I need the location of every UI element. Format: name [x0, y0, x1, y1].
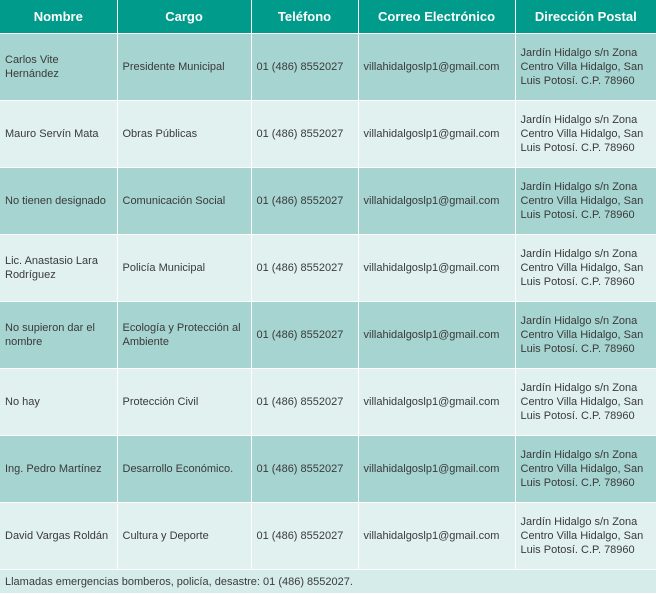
cell-direccion: Jardín Hidalgo s/n Zona Centro Villa Hidalgo, San Luis Potosí. C.P. 78960 — [515, 436, 656, 503]
header-correo: Correo Electrónico — [358, 0, 515, 34]
cell-direccion: Jardín Hidalgo s/n Zona Centro Villa Hidalgo, San Luis Potosí. C.P. 78960 — [515, 235, 656, 302]
cell-correo: villahidalgoslp1@gmail.com — [358, 235, 515, 302]
cell-nombre: Lic. Anastasio Lara Rodríguez — [0, 235, 117, 302]
cell-cargo: Cultura y Deporte — [117, 503, 251, 570]
cell-direccion: Jardín Hidalgo s/n Zona Centro Villa Hidalgo, San Luis Potosí. C.P. 78960 — [515, 369, 656, 436]
cell-correo: villahidalgoslp1@gmail.com — [358, 369, 515, 436]
cell-cargo: Obras Públicas — [117, 101, 251, 168]
cell-correo: villahidalgoslp1@gmail.com — [358, 101, 515, 168]
cell-nombre: Ing. Pedro Martínez — [0, 436, 117, 503]
cell-telefono: 01 (486) 8552027 — [251, 503, 358, 570]
header-row — [0, 0, 656, 34]
cell-cargo: Ecología y Protección al Ambiente — [117, 302, 251, 369]
table-row — [0, 302, 656, 369]
cell-nombre: Carlos Vite Hernández — [0, 34, 117, 101]
cell-direccion: Jardín Hidalgo s/n Zona Centro Villa Hidalgo, San Luis Potosí. C.P. 78960 — [515, 34, 656, 101]
cell-cargo: Protección Civil — [117, 369, 251, 436]
table-row — [0, 34, 656, 101]
table-row — [0, 235, 656, 302]
cell-nombre: Mauro Servín Mata — [0, 101, 117, 168]
cell-direccion: Jardín Hidalgo s/n Zona Centro Villa Hidalgo, San Luis Potosí. C.P. 78960 — [515, 302, 656, 369]
cell-correo: villahidalgoslp1@gmail.com — [358, 168, 515, 235]
cell-telefono: 01 (486) 8552027 — [251, 302, 358, 369]
header-nombre: Nombre — [0, 0, 117, 34]
cell-direccion: Jardín Hidalgo s/n Zona Centro Villa Hidalgo, San Luis Potosí. C.P. 78960 — [515, 101, 656, 168]
cell-cargo: Comunicación Social — [117, 168, 251, 235]
cell-telefono: 01 (486) 8552027 — [251, 369, 358, 436]
cell-nombre: No hay — [0, 369, 117, 436]
cell-cargo: Policía Municipal — [117, 235, 251, 302]
cell-telefono: 01 (486) 8552027 — [251, 235, 358, 302]
table-row — [0, 168, 656, 235]
header-direccion: Dirección Postal — [515, 0, 656, 34]
cell-telefono: 01 (486) 8552027 — [251, 34, 358, 101]
cell-telefono: 01 (486) 8552027 — [251, 101, 358, 168]
cell-correo: villahidalgoslp1@gmail.com — [358, 436, 515, 503]
table-row — [0, 503, 656, 570]
header-telefono: Teléfono — [251, 0, 358, 34]
cell-correo: villahidalgoslp1@gmail.com — [358, 302, 515, 369]
footer-row — [0, 570, 656, 594]
cell-nombre: David Vargas Roldán — [0, 503, 117, 570]
cell-direccion: Jardín Hidalgo s/n Zona Centro Villa Hidalgo, San Luis Potosí. C.P. 78960 — [515, 503, 656, 570]
cell-cargo: Presidente Municipal — [117, 34, 251, 101]
table-row — [0, 369, 656, 436]
cell-telefono: 01 (486) 8552027 — [251, 436, 358, 503]
cell-cargo: Desarrollo Económico. — [117, 436, 251, 503]
header-cargo: Cargo — [117, 0, 251, 34]
table-row — [0, 436, 656, 503]
table-row — [0, 101, 656, 168]
cell-nombre: No tienen designado — [0, 168, 117, 235]
cell-telefono: 01 (486) 8552027 — [251, 168, 358, 235]
cell-nombre: No supieron dar el nombre — [0, 302, 117, 369]
cell-direccion: Jardín Hidalgo s/n Zona Centro Villa Hidalgo, San Luis Potosí. C.P. 78960 — [515, 168, 656, 235]
emergency-note: Llamadas emergencias bomberos, policía, desastre: 01 (486) 8552027. — [0, 570, 656, 594]
cell-correo: villahidalgoslp1@gmail.com — [358, 503, 515, 570]
cell-correo: villahidalgoslp1@gmail.com — [358, 34, 515, 101]
